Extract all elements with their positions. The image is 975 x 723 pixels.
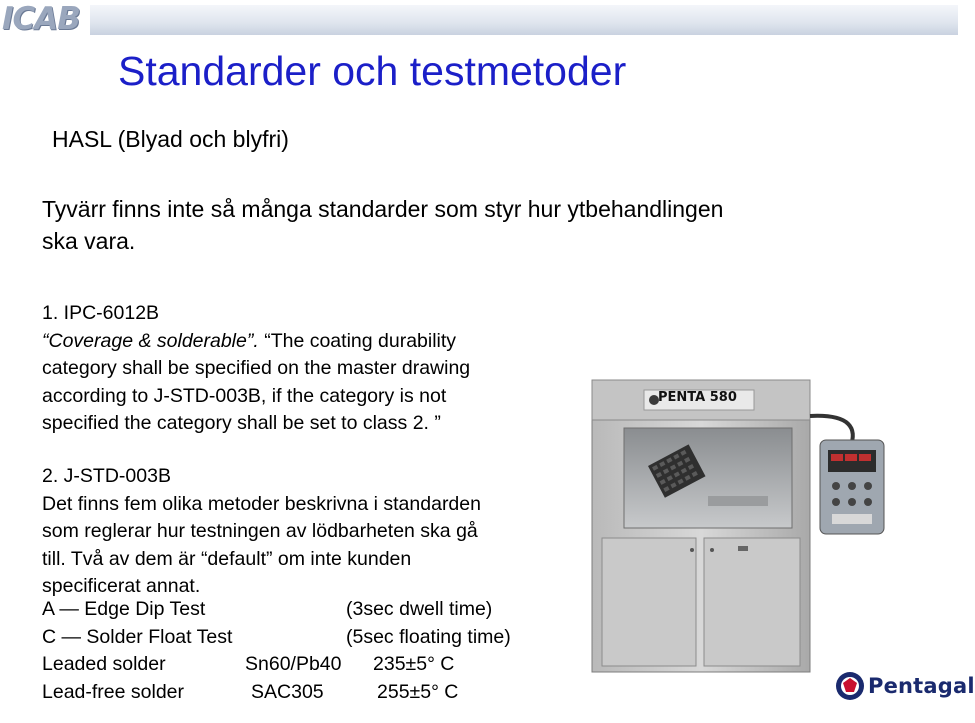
test-name: C — Solder Float Test — [42, 625, 233, 648]
italic-quote: “Coverage & solderable”. — [42, 329, 259, 352]
header-bar — [0, 0, 960, 38]
section-line: till. Två av dem är “default” om inte kunden — [42, 547, 412, 570]
test-detail: (3sec dwell time) — [346, 598, 493, 620]
pentagal-mark-icon — [834, 670, 866, 702]
machine-label: PENTA 580 — [658, 390, 737, 405]
section-heading: 2. J-STD-003B — [42, 465, 171, 487]
section-line: according to J-STD-003B, if the category is not — [42, 384, 447, 407]
test-detail: (5sec floating time) — [346, 625, 511, 648]
intro-paragraph — [42, 193, 902, 257]
section-ipc-6012b — [42, 300, 470, 438]
slide-title: Standarder och testmetoder — [118, 48, 627, 94]
quote-text: “The coating durability — [258, 329, 457, 352]
solder-alloy: SAC305 — [251, 680, 324, 703]
section-j-std-003b — [42, 463, 481, 601]
section-line: specificerat annat. — [42, 575, 201, 597]
section-heading: 1. IPC-6012B — [42, 302, 160, 324]
icab-logo: ICAB — [2, 1, 80, 37]
section-line — [42, 328, 470, 356]
pentagal-logo — [832, 666, 975, 706]
brand-name: Pentagal — [868, 674, 975, 698]
section-line: category shall be specified on the master drawing — [42, 357, 471, 379]
slide-subtitle: HASL (Blyad och blyfri) — [52, 126, 289, 152]
solder-temp: 255±5° C — [377, 680, 459, 703]
intro-line: Tyvärr finns inte så många standarder som styr hur ytbehandlingen — [42, 196, 724, 222]
intro-line: ska vara. — [42, 228, 136, 254]
solder-type: Leaded solder — [42, 653, 166, 675]
solder-alloy: Sn60/Pb40 — [245, 653, 342, 675]
section-line: specified the category shall be set to class 2. ” — [42, 412, 441, 434]
section-line: som reglerar hur testningen av lödbarheten ska gå — [42, 520, 478, 542]
penta-580-machine-image — [588, 378, 900, 674]
test-name: A — Edge Dip Test — [42, 598, 206, 620]
solder-temp: 235±5° C — [373, 653, 455, 675]
section-line: Det finns fem olika metoder beskrivna i standarden — [42, 492, 481, 515]
solder-type: Lead-free solder — [42, 680, 185, 703]
header-gradient — [90, 5, 958, 35]
